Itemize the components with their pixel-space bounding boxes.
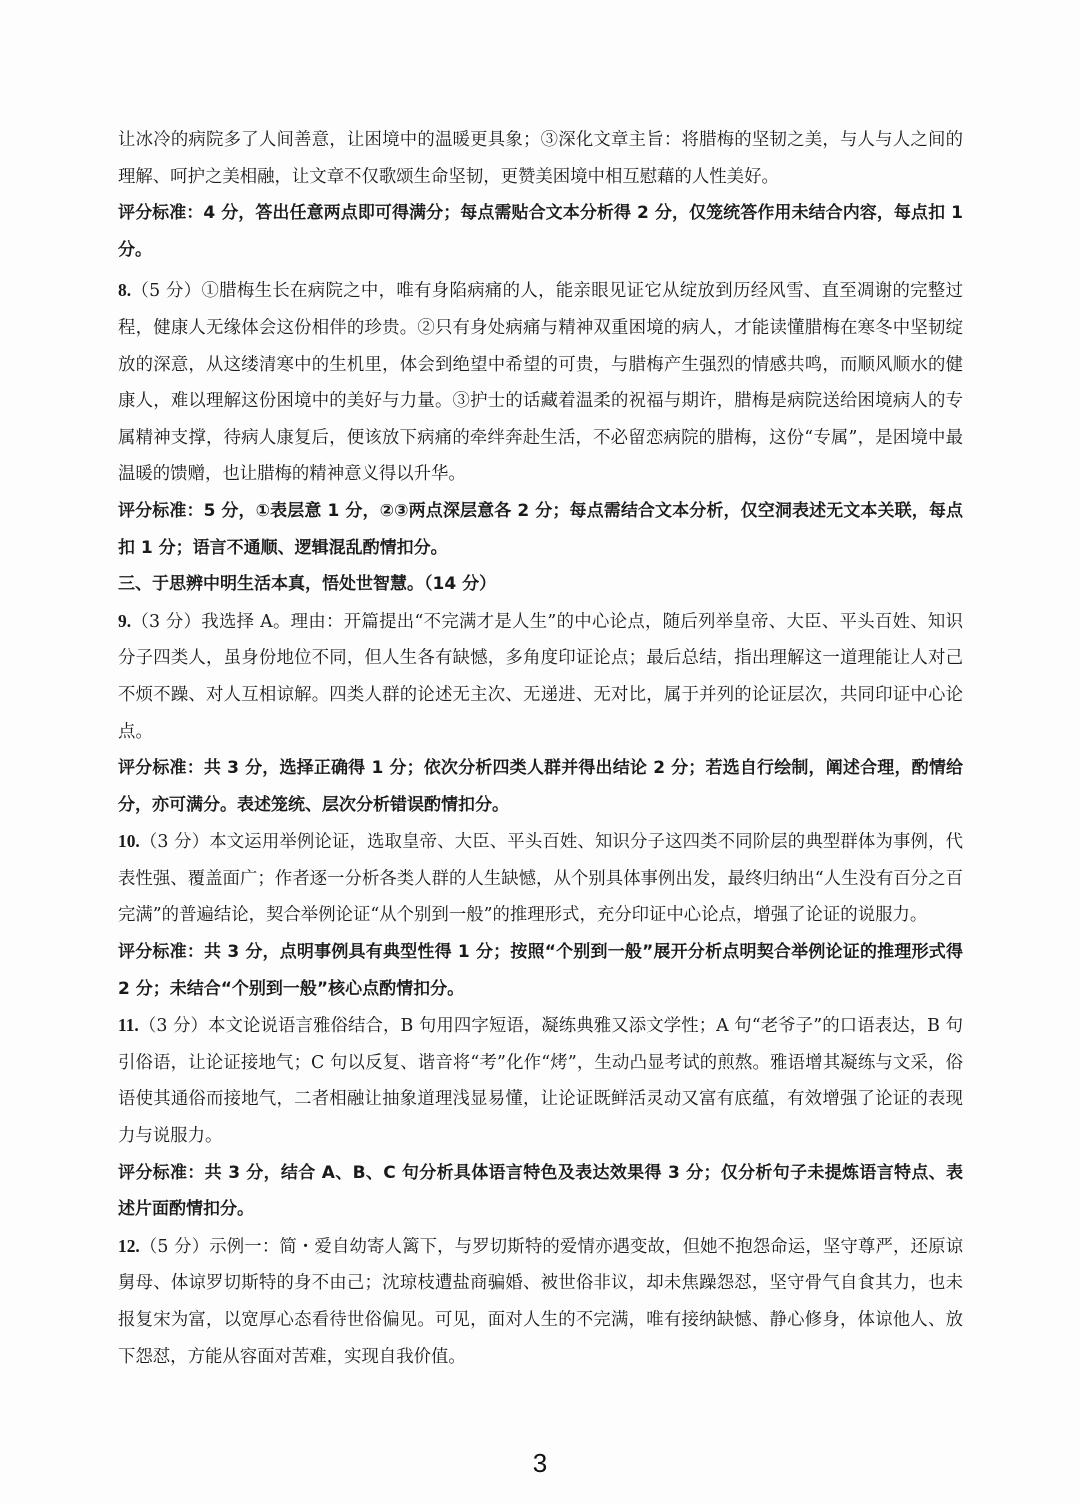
question-8-text: （5 分）①腊梅生长在病院之中，唯有身陷病痛的人，能亲眼见证它从绽放到历经风雪、直至凋谢的完整过程，健康人无缘体会这份相伴的珍贵。②只有身处病痛与精神双重困境的病人，才能读懂腊梅在寒冬中坚韧绽放的深意，从这缕清寒中的生机里，体会到绝望中希望的可贵，与腊梅产生强烈的情感共鸣，而顺风顺水的健康人，难以理解这份困境中的美好与力量。③护士的话藏着温柔的祝福与期许，腊梅是病院送给困境病人的专属精神支撑，待病人康复后，便该放下病痛的牵绊奔赴生活，不必留恋病院的腊梅，这份“专属”，是困境中最温暖的馈赠，也让腊梅的精神意义得以升华。 [118, 281, 963, 485]
question-9-scoring-criteria: 评分标准：共 3 分，选择正确得 1 分；依次分析四类人群并得出结论 2 分；若选自行绘制，阐述合理，酌情给分，亦可满分。表述笼统、层次分析错误酌情扣分。 [118, 758, 963, 815]
continuation-scoring-criteria: 评分标准：4 分，答出任意两点即可得满分；每点需贴合文本分析得 2 分，仅笼统答作用未结合内容，每点扣 1 分。 [118, 203, 963, 260]
page-number: 3 [532, 1448, 548, 1478]
question-11-text: （3 分）本文论说语言雅俗结合，B 句用四字短语，凝练典雅又添文学性；A 句“老爷子”的口语表达，B 句引俗语，让论证接地气；C 句以反复、谐音将“考”化作“烤”，生动凸显考试的煎熬。雅语增其凝练与文采，俗语使其通俗而接地气，二者相融让抽象道理浅显易懂，让论证既鲜活灵动又富有底蕴，有效增强了论证的表现力与说服力。 [118, 1016, 963, 1147]
question-10-number: 10. [118, 831, 140, 852]
question-12-answer [118, 1228, 963, 1375]
question-10-scoring-criteria: 评分标准：共 3 分，点明事例具有典型性得 1 分；按照“个别到一般”展开分析点明契合举例论证的推理形式得 2 分；未结合“个别到一般”核心点酌情扣分。 [118, 942, 963, 999]
section-3-heading: 三、于思辨中明生活本真，悟处世智慧。（14 分） [118, 574, 497, 595]
question-8-scoring-criteria: 评分标准：5 分，①表层意 1 分，②③两点深层意各 2 分；每点需结合文本分析，仅空洞表述无文本关联，每点扣 1 分；语言不通顺、逻辑混乱酌情扣分。 [118, 500, 963, 558]
question-11-scoring-criteria: 评分标准：共 3 分，结合 A、B、C 句分析具体语言特色及表达效果得 3 分；仅分析句子未提炼语言特点、表述片面酌情扣分。 [118, 1162, 963, 1220]
continuation-answer-text: 让冰冷的病院多了人间善意，让困境中的温暖更具象；③深化文章主旨：将腊梅的坚韧之美，与人与人之间的理解、呵护之美相融，让文章不仅歌颂生命坚韧，更赞美困境中相互慰藉的人性美好。 [118, 130, 963, 187]
question-12-number: 12. [118, 1235, 140, 1256]
question-9-number: 9. [118, 610, 132, 631]
question-8-number: 8. [118, 280, 132, 301]
question-11-number: 11. [118, 1015, 139, 1036]
question-9-answer [118, 603, 963, 750]
answer-content [118, 122, 963, 1375]
question-10-text: （3 分）本文运用举例论证，选取皇帝、大臣、平头百姓、知识分子这四类不同阶层的典型群体为事例，代表性强、覆盖面广；作者逐一分析各类人群的人生缺憾，从个别具体事例出发，最终归纳出“人生没有百分之百完满”的普遍结论，契合举例论证“从个别到一般”的推理形式，充分印证中心论点，增强了论证的说服力。 [118, 832, 963, 926]
question-9-text: （3 分）我选择 A。理由：开篇提出“不完满才是人生”的中心论点，随后列举皇帝、大臣、平头百姓、知识分子四类人，虽身份地位不同，但人生各有缺憾，多角度印证论点；最后总结，指出理解这一道理能让人对己不烦不躁、对人互相谅解。四类人群的论述无主次、无递进、无对比，属于并列的论证层次，共同印证中心论点。 [118, 611, 963, 742]
question-8-answer [118, 272, 963, 493]
question-10-answer [118, 823, 963, 934]
question-12-text: （5 分）示例一：简・爱自幼寄人篱下，与罗切斯特的爱情亦遇变故，但她不抱怨命运，坚守尊严，还原谅舅母、体谅罗切斯特的身不由己；沈琼枝遭盐商骗婚、被世俗非议，却未焦躁怨怼，坚守骨气自食其力，也未报复宋为富，以宽厚心态看待世俗偏见。可见，面对人生的不完满，唯有接纳缺憾、静心修身，体谅他人、放下怨怼，方能从容面对苦难，实现自我价值。 [118, 1236, 963, 1367]
question-11-answer [118, 1007, 963, 1154]
